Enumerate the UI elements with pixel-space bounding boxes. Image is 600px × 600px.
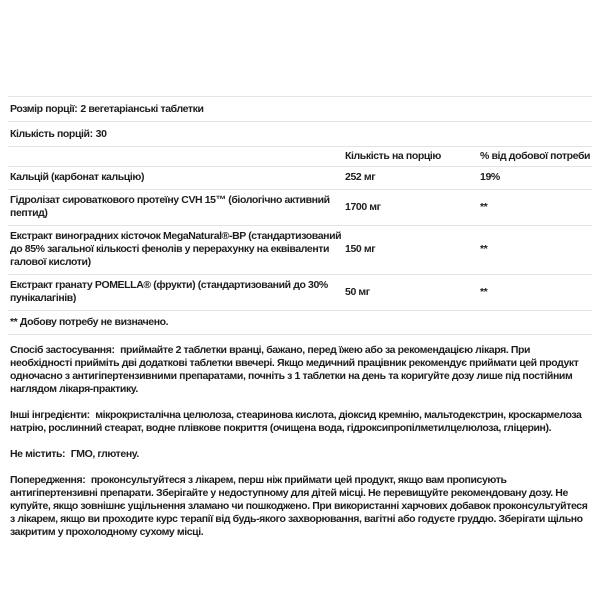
- ingredient-amount: 252 мг: [345, 171, 376, 183]
- header-spacer: [8, 150, 345, 162]
- ingredient-name: Кальцій (карбонат кальцію): [10, 171, 145, 183]
- ingredient-amount: 50 мг: [345, 285, 370, 298]
- serving-size-row: [8, 96, 592, 121]
- warnings-text: проконсультуйтеся з лікарем, перш ніж приймати цей продукт, якщо вам прописують антигіпертензивні препарати. Зберігайте у недоступному для дітей місці. Не перевищуйте рекомендовану дозу. Не купуйте, якщо зовнішнє ущільнення зламано чи пошкоджено. При використанні харчових добавок проконсультуйтеся з лікарем, якщо ви проходите курс терапії від будь-якого захворювання, вагітні або годуєте груддю. Зберігати щільно закритим у прохолодному сухому місці.: [10, 474, 588, 538]
- table-row: [8, 274, 592, 310]
- directions-text: приймайте 2 таблетки вранці, бажано, перед їжею або за рекомендацією лікаря. При необхідності прийміть дві додаткові таблетки ввечері. Якщо медичний працівник рекомендує приймати цей продукт одночасно з антигіпертензивними препаратами, почніть з 1 таблетки на день та коригуйте дозу лише під постійним наглядом лікаря-практику.: [10, 344, 579, 395]
- column-header-amount: Кількість на порцію: [345, 150, 441, 162]
- free-of-text: ГМО, глютену.: [70, 448, 139, 460]
- free-of-paragraph: [10, 448, 590, 461]
- warnings-label: Попередження:: [10, 474, 86, 486]
- ingredient-name: Екстракт гранату POMELLA® (фрукти) (стандартизований до 30% пунікалагінів): [10, 279, 328, 304]
- ingredient-amount: 150 мг: [345, 243, 376, 255]
- other-ingredients-label: Інші інгредієнти:: [10, 409, 90, 421]
- serving-size-value: 2 вегетаріанські таблетки: [80, 103, 204, 115]
- table-row: [8, 225, 592, 274]
- ingredient-name: Гідролізат сироваткового протеїну CVH 15™ (біологічно активний пептид): [10, 194, 330, 219]
- daily-value-footnote: ** Добову потребу не визначено.: [8, 310, 592, 335]
- servings-per-container-label: Кількість порцій:: [10, 128, 93, 140]
- ingredient-daily-value: **: [480, 243, 488, 255]
- directions-label: Спосіб застосування:: [10, 344, 115, 356]
- column-header-daily-value: % від добової потреби: [480, 150, 591, 162]
- warnings-paragraph: [10, 474, 590, 539]
- supplement-facts-table: [8, 96, 592, 335]
- servings-per-container-row: [8, 121, 592, 146]
- directions-paragraph: [10, 344, 590, 396]
- ingredient-amount: 1700 мг: [345, 200, 381, 213]
- ingredient-name: Екстракт виноградних кісточок MegaNatural®-BP (стандартизований до 85% загальної кількості фенолів у перерахунку на еквіваленти галової кислоти): [10, 230, 342, 268]
- table-row: [8, 166, 592, 189]
- other-ingredients-paragraph: [10, 409, 590, 435]
- free-of-label: Не містить:: [10, 448, 66, 460]
- table-row: [8, 189, 592, 225]
- other-ingredients-text: мікрокристалічна целюлоза, стеаринова кислота, діоксид кремнію, мальтодекстрин, кроскармелоза натрію, рослинний стеарат, водне плівкове покриття (очищена вода, гідроксипропілметилцелюлоза, гліцерин).: [10, 409, 582, 434]
- ingredient-daily-value: **: [480, 285, 488, 298]
- servings-per-container-value: 30: [95, 128, 107, 140]
- product-description-text: [10, 344, 590, 539]
- ingredient-daily-value: 19%: [480, 171, 500, 183]
- serving-size-label: Розмір порції:: [10, 103, 78, 115]
- table-header-row: [8, 146, 592, 166]
- ingredient-daily-value: **: [480, 200, 488, 213]
